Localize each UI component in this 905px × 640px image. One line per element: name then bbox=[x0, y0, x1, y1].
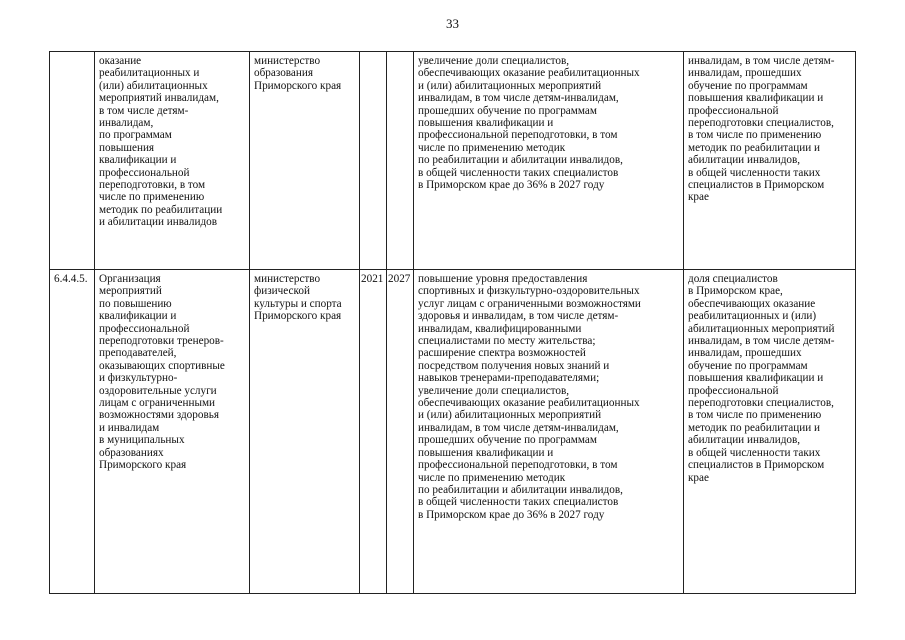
table-row bbox=[50, 52, 856, 270]
result-cell: повышение уровня предоставления спортивных и физкультурно-оздоровительных услуг лицам с ограниченными возможностями здоровья и инвалидам, в том числе детям- инвалидам, квалифицированными специалистами по месту жительства; расширение спектра возможностей посредством получения новых знаний и навыков тренерами-преподавателями; увеличение доли специалистов, обеспечивающих оказание реабилитационных и (или) абилитационных мероприятий инвалидам, в том числе детям-инвалидам, прошедших обучение по программам повышения квалификации и профессиональной переподготовки, в том числе по применению методик по реабилитации и абилитации инвалидов, в общей численности таких специалистов в Приморском крае до 36% в 2027 году bbox=[414, 270, 684, 594]
result-cell: увеличение доли специалистов, обеспечивающих оказание реабилитационных и (или) абилитационных мероприятий инвалидам, в том числе детям-инвалидам, прошедших обучение по программам повышения квалификации и профессиональной переподготовки, в том числе по применению методик по реабилитации и абилитации инвалидов, в общей численности таких специалистов в Приморском крае до 36% в 2027 году bbox=[414, 52, 684, 270]
table-row bbox=[50, 270, 856, 594]
end-year-cell: 2027 bbox=[387, 270, 414, 594]
row-number-cell bbox=[50, 52, 95, 270]
executor-cell: министерство образования Приморского края bbox=[250, 52, 360, 270]
executor-cell: министерство физической культуры и спорта Приморского края bbox=[250, 270, 360, 594]
indicator-cell: доля специалистов в Приморском крае, обеспечивающих оказание реабилитационных и (или) абилитационных мероприятий инвалидам, в том числе детям- инвалидам, прошедших обучение по программам повышения квалификации и профессиональной переподготовки специалистов, в том числе по применению методик по реабилитации и абилитации инвалидов, в общей численности таких специалистов в Приморском крае bbox=[684, 270, 856, 594]
start-year-cell bbox=[360, 52, 387, 270]
end-year-cell bbox=[387, 52, 414, 270]
start-year-cell: 2021 bbox=[360, 270, 387, 594]
indicator-cell: инвалидам, в том числе детям- инвалидам, прошедших обучение по программам повышения квалификации и профессиональной переподготовки специалистов, в том числе по применению методик по реабилитации и абилитации инвалидов, в общей численности таких специалистов в Приморском крае bbox=[684, 52, 856, 270]
page-number: 33 bbox=[446, 16, 459, 31]
event-cell: оказание реабилитационных и (или) абилитационных мероприятий инвалидам, в том числе детям- инвалидам, по программам повышения квалификации и профессиональной переподготовки, в том числе по применению методик по реабилитации и абилитации инвалидов bbox=[95, 52, 250, 270]
row-number-cell: 6.4.4.5. bbox=[50, 270, 95, 594]
program-table bbox=[49, 51, 856, 594]
event-cell: Организация мероприятий по повышению квалификации и профессиональной переподготовки тренеров- преподавателей, оказывающих спортивные и физкультурно- оздоровительные услуги лицам с ограниченными возможностями здоровья и инвалидам в муниципальных образованиях Приморского края bbox=[95, 270, 250, 594]
